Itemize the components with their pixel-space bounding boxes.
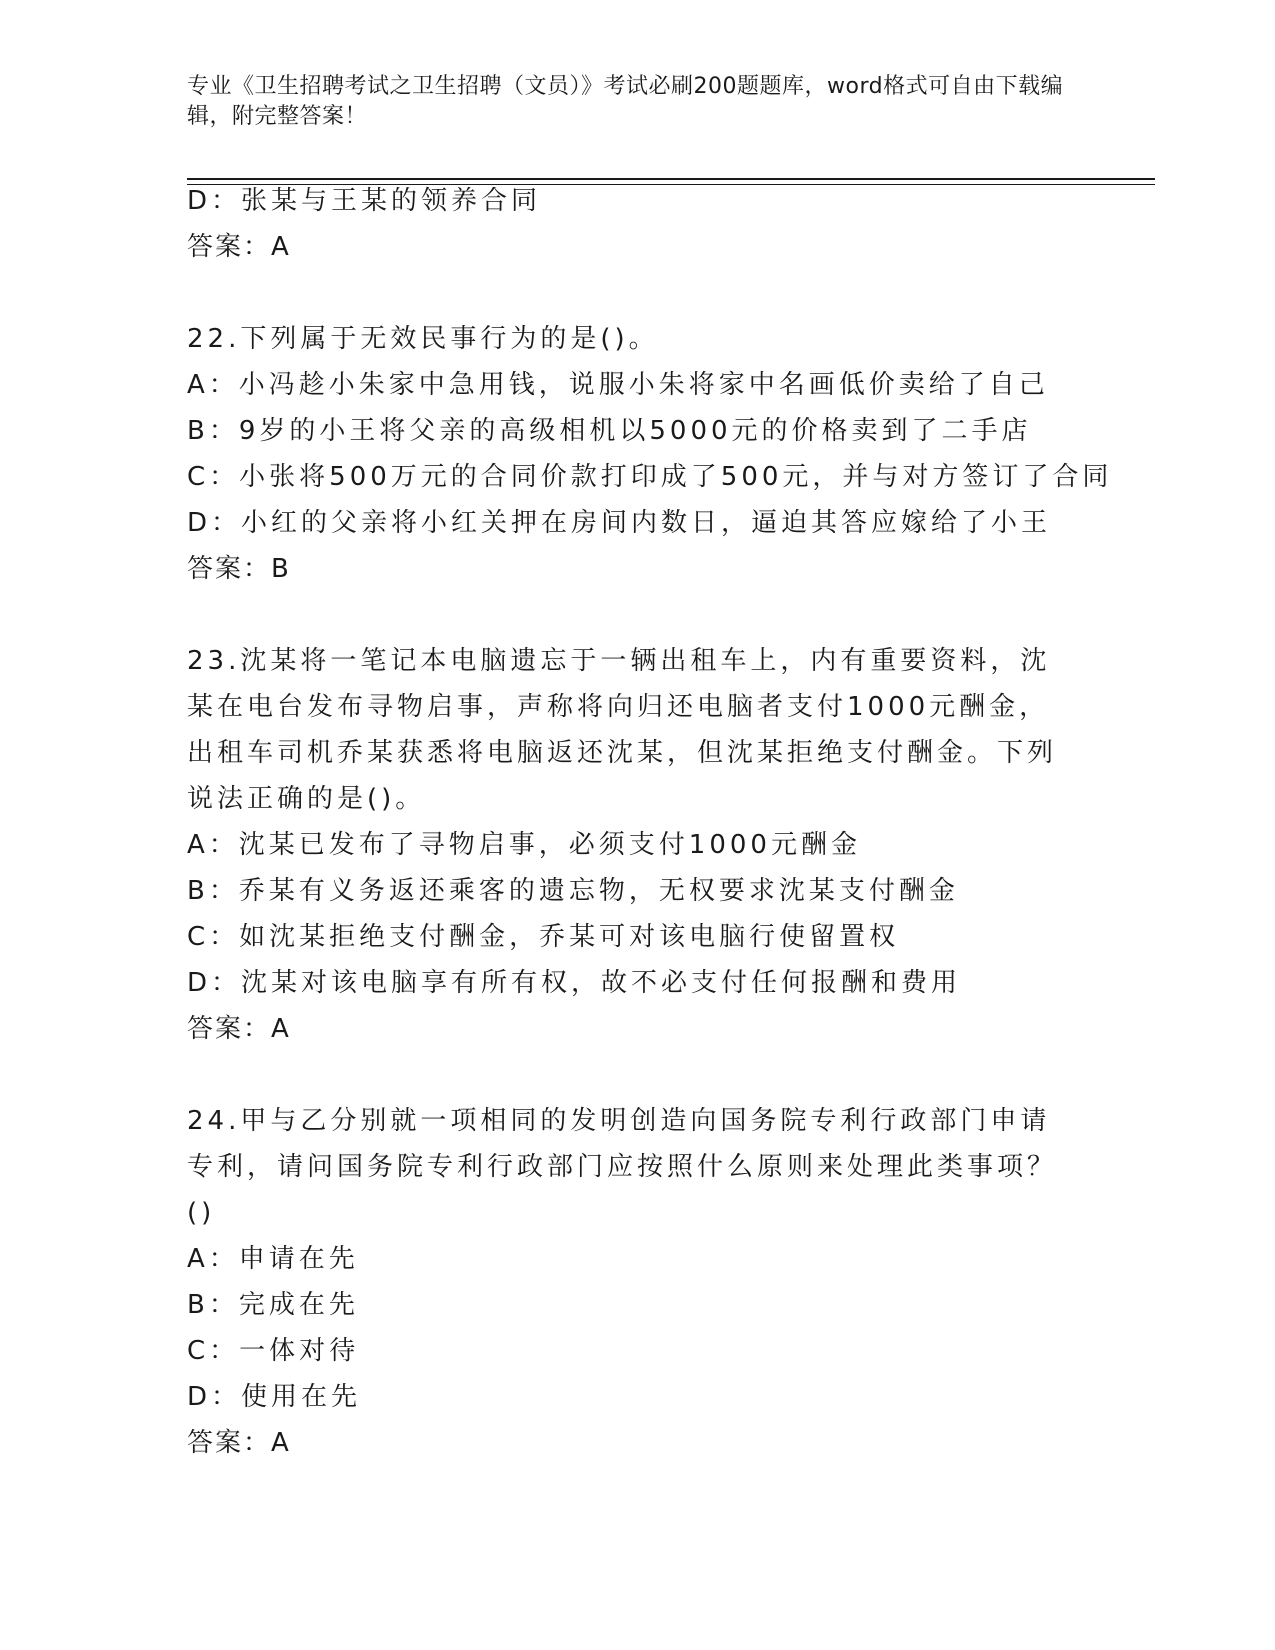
option-c: C：如沈某拒绝支付酬金，乔某可对该电脑行使留置权 [187, 922, 900, 952]
option-d: D：使用在先 [187, 1382, 362, 1412]
question-stem: 24.甲与乙分别就一项相同的发明创造向国务院专利行政部门申请专利，请问国务院专利行政部门应按照什么原则来处理此类事项？() [187, 1106, 1058, 1228]
option-b: B：9岁的小王将父亲的高级相机以5000元的价格卖到了二手店 [187, 416, 1032, 446]
spacer [187, 1052, 1087, 1098]
question-stem: 22.下列属于无效民事行为的是()。 [187, 324, 659, 354]
page-header: 专业《卫生招聘考试之卫生招聘（文员）》考试必刷200题题库，word格式可自由下载编辑，附完整答案！ [187, 74, 1064, 129]
question-23 [187, 638, 1087, 1052]
answer: 答案：A [187, 1014, 291, 1044]
option-d: D：小红的父亲将小红关押在房间内数日，逼迫其答应嫁给了小王 [187, 508, 1052, 538]
option-b: B：完成在先 [187, 1290, 359, 1320]
option-c: C：一体对待 [187, 1336, 360, 1366]
option-a: A：申请在先 [187, 1244, 359, 1274]
option-a: A：沈某已发布了寻物启事，必须支付1000元酬金 [187, 830, 861, 860]
prev-option-d: D：张某与王某的领养合同 [187, 186, 542, 216]
question-content [187, 178, 1113, 1466]
answer: 答案：A [187, 1428, 291, 1458]
spacer [187, 592, 1087, 638]
option-a: A：小冯趁小朱家中急用钱，说服小朱将家中名画低价卖给了自己 [187, 370, 1049, 400]
spacer [187, 270, 1087, 316]
prev-answer: 答案：A [187, 232, 291, 262]
option-c: C：小张将500万元的合同价款打印成了500元，并与对方签订了合同 [187, 462, 1113, 492]
answer: 答案：B [187, 554, 291, 584]
question-22 [187, 316, 1113, 592]
question-24 [187, 1098, 1087, 1466]
option-b: B：乔某有义务返还乘客的遗忘物，无权要求沈某支付酬金 [187, 876, 959, 906]
option-d: D：沈某对该电脑享有所有权，故不必支付任何报酬和费用 [187, 968, 962, 998]
question-stem: 23.沈某将一笔记本电脑遗忘于一辆出租车上，内有重要资料，沈某在电台发布寻物启事，声称将向归还电脑者支付1000元酬金，出租车司机乔某获悉将电脑返还沈某，但沈某拒绝支付酬金。下列说法正确的是()。 [187, 646, 1058, 814]
